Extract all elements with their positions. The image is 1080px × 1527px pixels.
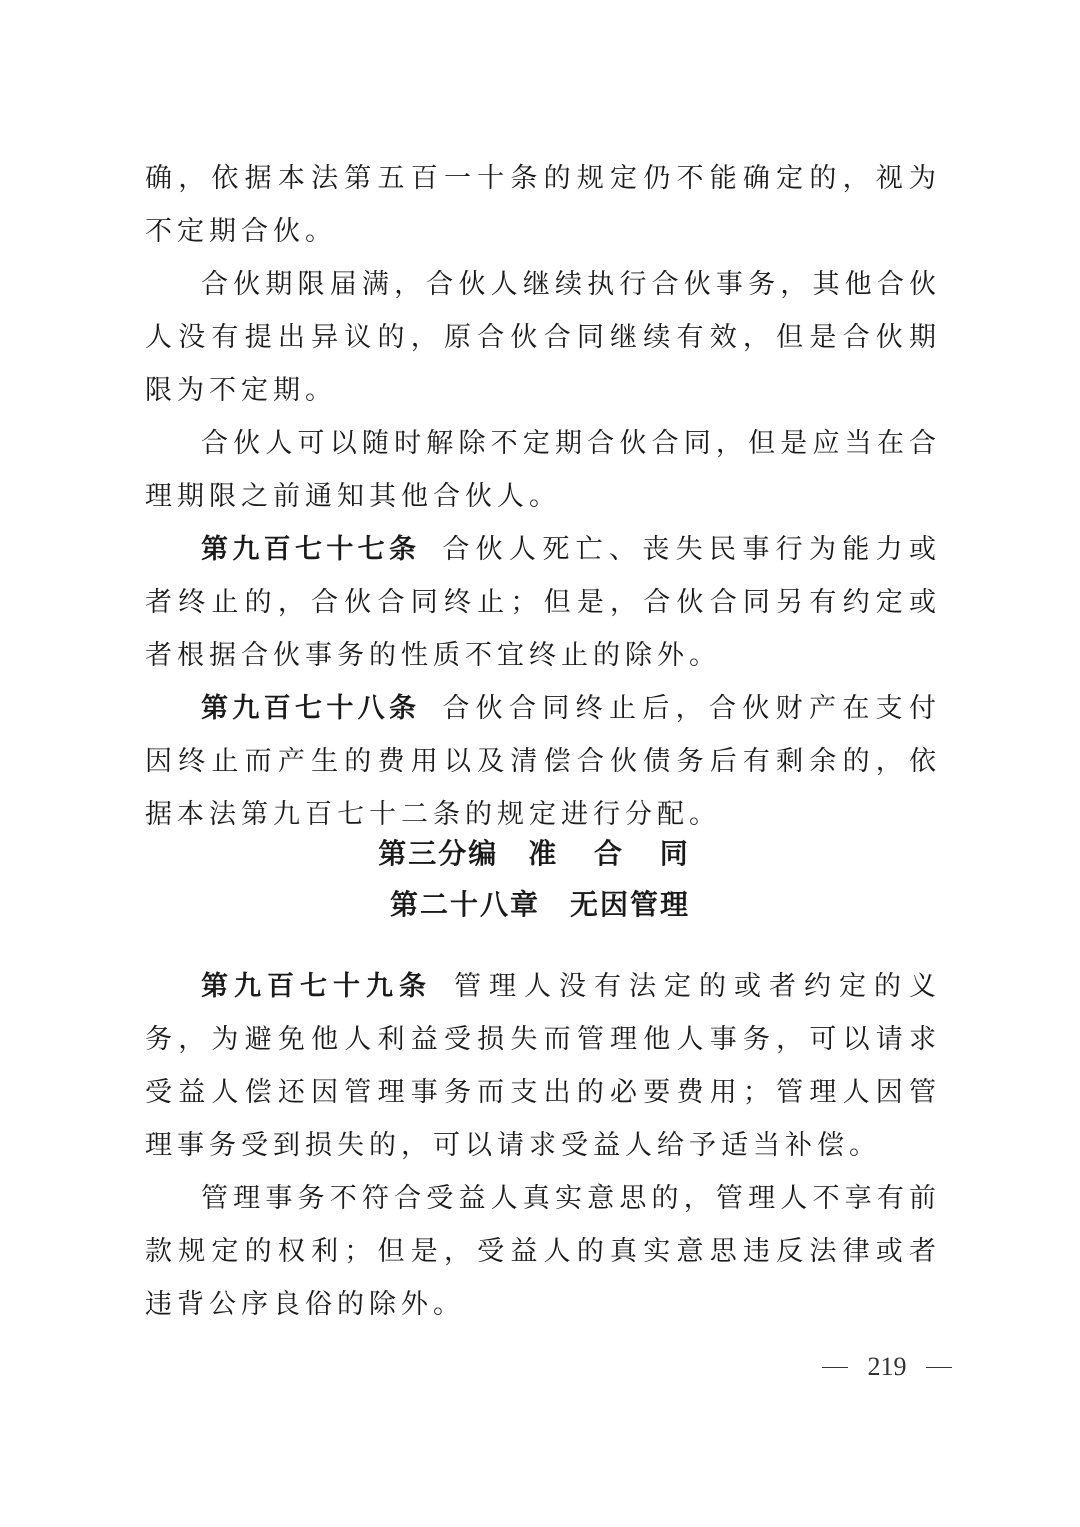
subpart-label: 第三分编 — [378, 837, 499, 870]
paragraph-termination-notice: 合伙人可以随时解除不定期合伙合同，但是应当在合理期限之前通知其他合伙人。 — [145, 428, 941, 512]
page-number: 219 — [867, 1352, 907, 1381]
article-979-text: 管理人没有法定的或者约定的义务，为避免他人利益受损失而管理他人事务，可以请求受益人偿还因管理事务而支出的必要费用；管理人因管理事务受到损失的，可以请求受益人给予适当补偿。 — [145, 971, 941, 1161]
chapter-label: 第二十八章 — [389, 888, 540, 921]
subpart-heading — [0, 834, 1080, 874]
text-block-partnership — [145, 152, 941, 841]
paragraph-contrary-intent: 管理事务不符合受益人真实意思的，管理人不享有前款规定的权利；但是，受益人的真实意思违反法律或者违背公序良俗的除外。 — [145, 1183, 941, 1320]
article-977-text: 合伙人死亡、丧失民事行为能力或者终止的，合伙合同终止；但是，合伙合同另有约定或者根据合伙事务的性质不宜终止的除外。 — [145, 534, 942, 671]
chapter-title: 无因管理 — [570, 888, 691, 921]
left-dash — [822, 1367, 848, 1368]
paragraph-term-expiry: 合伙期限届满，合伙人继续执行合伙事务，其他合伙人没有提出异议的，原合伙合同继续有效，但是合伙期限为不定期。 — [145, 269, 941, 406]
article-978-text: 合伙合同终止后，合伙财产在支付因终止而产生的费用以及清偿合伙债务后有剩余的，依据本法第九百七十二条的规定进行分配。 — [145, 693, 942, 830]
article-979-label: 第九百七十九条 — [201, 971, 432, 1002]
subpart-title: 准 合 同 — [528, 837, 702, 870]
article-978 — [145, 682, 941, 841]
article-979 — [145, 960, 941, 1172]
chapter-heading — [0, 885, 1080, 925]
page-number-footer — [822, 1352, 952, 1382]
article-977-label: 第九百七十七条 — [201, 534, 421, 565]
paragraph-continuation: 确，依据本法第五百一十条的规定仍不能确定的，视为不定期合伙。 — [145, 163, 941, 247]
article-978-label: 第九百七十八条 — [201, 693, 421, 724]
text-block-management — [145, 960, 941, 1331]
right-dash — [926, 1367, 952, 1368]
article-977 — [145, 523, 941, 682]
